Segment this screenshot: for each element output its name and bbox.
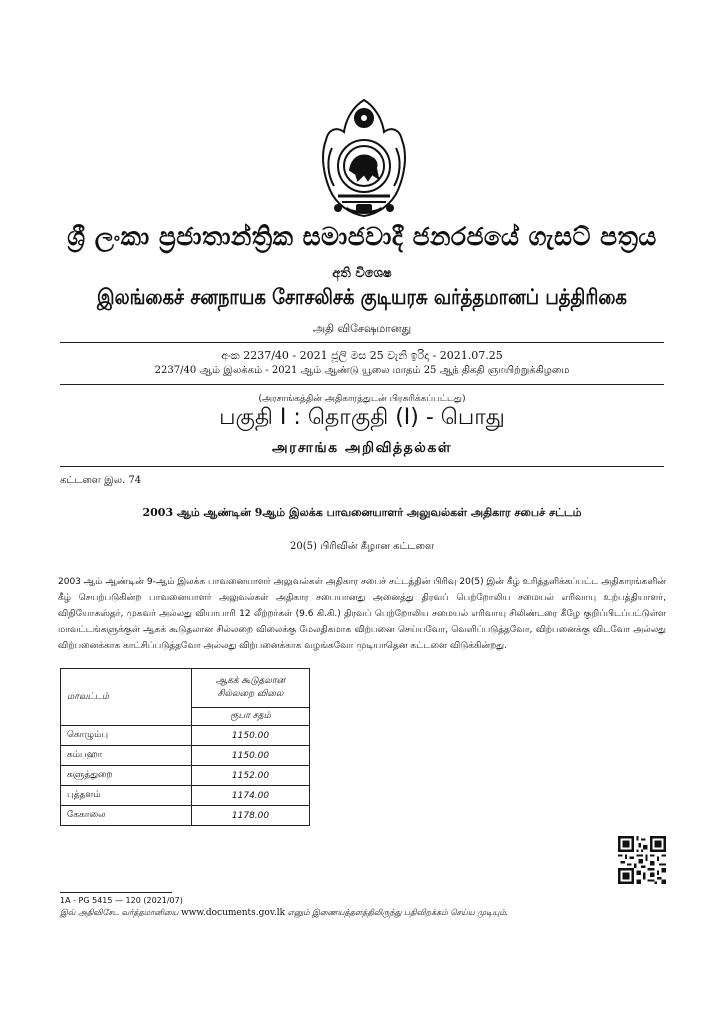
district-cell: புத்தளம்	[61, 786, 192, 806]
district-column-header: மாவட்டம்	[61, 669, 192, 726]
price-header-line-1: ஆகக் கூடுதலான	[215, 676, 286, 686]
price-header-line-2: சில்லறை விலை	[217, 689, 284, 699]
documents-link[interactable]: www.documents.gov.lk	[180, 908, 286, 918]
part-title: பகுதி I : தொகுதி (I) - பொது	[219, 405, 505, 430]
price-cell: 1174.00	[192, 786, 310, 806]
footer-note-prefix: இவ் அதிவிசேட வர்த்தமானியை	[60, 908, 179, 917]
price-cell: 1152.00	[192, 766, 310, 786]
sri-lanka-emblem-icon	[316, 96, 412, 224]
section-title: 20(5) பிரிவின் கீழான கட்டளை	[290, 541, 434, 552]
qr-code-icon	[618, 836, 666, 884]
authority-note: (அரசாங்கத்தின் அதிகாரத்துடன் பிரசுரிக்கப்பட்டது)	[258, 394, 466, 404]
footer-divider	[60, 892, 172, 893]
gazette-title-tamil: இலங்கைச் சனநாயக சோசலிசக் குடியரசு வர்த்தமானப் பத்திரிகை	[97, 284, 627, 309]
divider	[60, 384, 664, 385]
print-code: 1A - PG 5415 — 120 (2021/07)	[60, 896, 183, 905]
table-row	[61, 806, 310, 826]
district-cell: கம்பஹா	[61, 746, 192, 766]
table-row	[61, 726, 310, 746]
notifications-heading: அரசாங்க அறிவித்தல்கள்	[272, 440, 452, 456]
order-number: கட்டளை இல. 74	[60, 475, 142, 486]
price-cell: 1178.00	[192, 806, 310, 826]
table-row	[61, 786, 310, 806]
district-cell: கேகாலை	[61, 806, 192, 826]
act-title: 2003 ஆம் ஆண்டின் 9ஆம் இலக்க பாவனையாளர் அலுவல்கள் அதிகார சபைச் சட்டம்	[142, 506, 582, 519]
order-body-text: 2003 ஆம் ஆண்டின் 9-ஆம் இலக்க பாவனையாளர் அலுவல்கள் அதிகார சபைச் சட்டத்தின் பிரிவு 20(5) இன் கீழ் உரித்தளிக்கப்பட்ட அதிகாரங்களின் கீழ் செயற்படுகின்ற பாவனையாளர் அலுவல்கள் அதிகார சபையானது அனைத்து திரவப் பெற்றோலிய சமையல் எரிவாயு உற்பத்தியாளர், விநியோகஸ்தர், முகவர் அல்லது வியாபாரி 12 லீற்றர்கள் (9.6 கி.கி.) திரவப் பெற்றோலிய சமையல் எரிவாயு சிலிண்டரை கீழே குறிப்பிடப்பட்டுள்ள மாவட்டங்களுக்குள் ஆகக் கூடுதலான சில்லறை விலைக்கு மேலதிகமாக விற்பனை செய்யவோ, வெளிப்படுத்தவோ, விற்பனைக்கு விடவோ அல்லது விற்பனைக்காக காட்சிப்படுத்தவோ அல்லது விற்பனைக்காக வழங்கவோ முடியாதென கட்டளை விடுக்கின்றது.	[58, 577, 666, 651]
issue-line-tamil: 2237/40 ஆம் இலக்கம் - 2021 ஆம் ஆண்டு யூலை மாதம் 25 ஆந் திகதி ஞாயிற்றுக்கிழமை	[154, 365, 570, 376]
table-row	[61, 766, 310, 786]
price-cell: 1150.00	[192, 726, 310, 746]
divider	[60, 342, 664, 343]
price-cell: 1150.00	[192, 746, 310, 766]
divider	[60, 466, 664, 467]
table-header-row	[61, 669, 310, 708]
price-table	[60, 668, 310, 826]
footer-note-suffix: எனும் இணையத்தளத்திலிருந்து பதிவிறக்கம் செய்ய முடியும்.	[287, 908, 509, 917]
extraordinary-label-sinhala: අති විශෙෂ	[332, 266, 392, 281]
footer-note	[60, 908, 508, 918]
unit-header: ரூபா சதம்	[192, 708, 310, 726]
table-row	[61, 746, 310, 766]
gazette-title-sinhala: ශ්‍රී ලංකා ප්‍රජාතාන්ත්‍රික සමාජවාදී ජනරජයේ ගැසට් පත්‍රය	[67, 222, 657, 251]
extraordinary-label-tamil: அதி விசேஷமானது	[312, 322, 412, 335]
district-cell: களுத்துறை	[61, 766, 192, 786]
district-cell: கொழும்பு	[61, 726, 192, 746]
issue-line-sinhala: අංක 2237/40 - 2021 ජූලි මස 25 වැනි ඉරිදා - 2021.07.25	[221, 349, 503, 362]
price-column-header	[192, 669, 310, 708]
